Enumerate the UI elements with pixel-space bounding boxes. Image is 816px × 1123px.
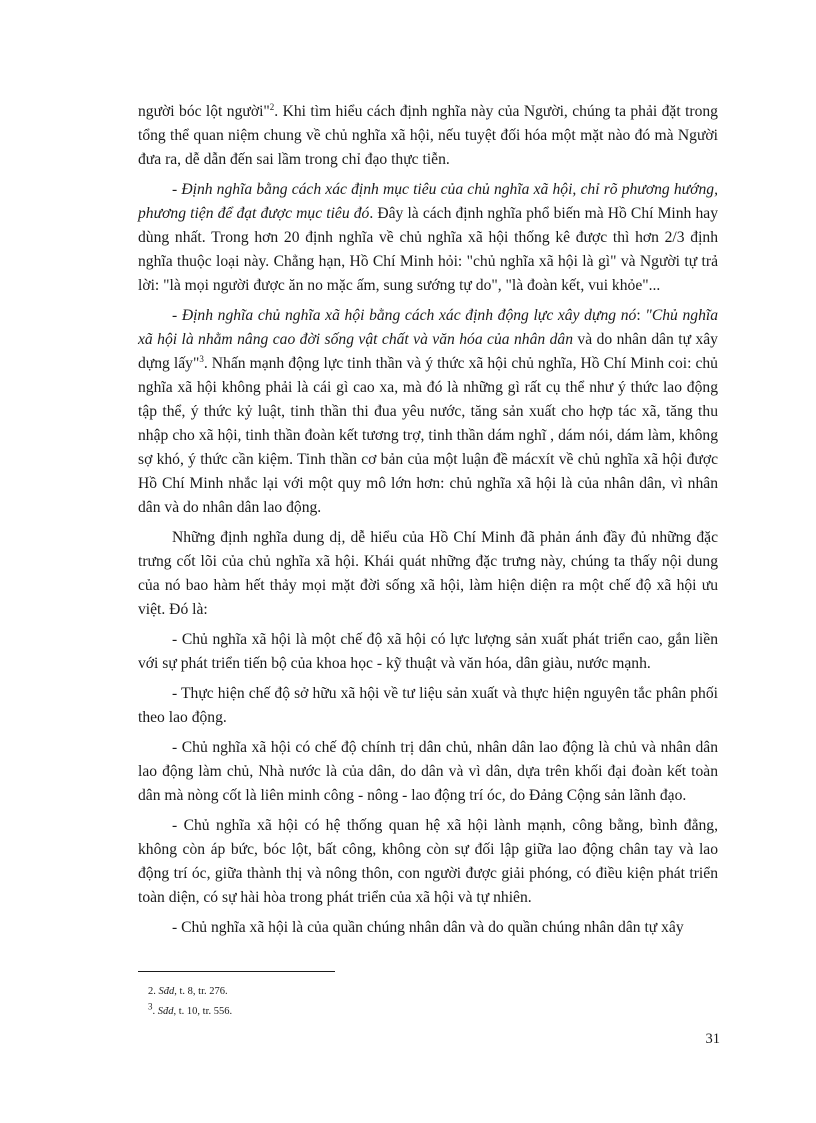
footnote-number: 3 <box>148 1001 153 1012</box>
paragraph-feature-5: - Chủ nghĩa xã hội là của quần chúng nhân dân và do quần chúng nhân dân tự xây <box>172 919 684 936</box>
paragraph-feature-2: - Thực hiện chế độ sở hữu xã hội về tư liệu sản xuất và thực hiện nguyên tắc phân phối theo lao động. <box>138 685 718 726</box>
text-run: và do nhân dân tự xây dựng lấy" <box>138 331 718 372</box>
text-run: : <box>636 307 646 324</box>
footnote-location: , t. 10, tr. 556. <box>173 1006 233 1017</box>
footnotes <box>148 984 708 1024</box>
text-run: . Khi tìm hiểu cách định nghĩa này của Người, chúng ta phải đặt trong tổng thể quan niệm chung về chủ nghĩa xã hội, nếu tuyệt đối hóa một mặt nào đó mà Người đưa ra, dễ dẫn đến sai lầm trong chỉ đạo thực tiễn. <box>138 103 718 168</box>
italic-heading: - Định nghĩa bằng cách xác định mục tiêu của chủ nghĩa xã hội, chỉ rõ phương hướng, phương tiện để đạt được mục tiêu đó <box>138 181 718 222</box>
paragraph-definition-motive <box>138 304 718 520</box>
paragraph-feature-3: - Chủ nghĩa xã hội có chế độ chính trị dân chủ, nhân dân lao động là chủ và nhân dân lao động làm chủ, Nhà nước là của dân, do dân và vì dân, dựa trên khối đại đoàn kết toàn dân mà nòng cốt là liên minh công - nông - lao động trí óc, do Đảng Cộng sản lãnh đạo. <box>138 739 718 804</box>
italic-quote: "Chủ nghĩa xã hội là nhằm nâng cao đời sống vật chất và văn hóa của nhân dân <box>138 307 719 348</box>
footnote-ref-3: 3 <box>199 353 204 364</box>
paragraph-summary: Những định nghĩa dung dị, dễ hiểu của Hồ Chí Minh đã phản ánh đầy đủ những đặc trưng cốt lõi của chủ nghĩa xã hội. Khái quát những đặc trưng này, chúng ta thấy nội dung của nó bao hàm hết thảy mọi mặt đời sống xã hội, làm hiện diện ra một chế độ xã hội ưu việt. Đó là: <box>138 529 718 618</box>
paragraph-feature-4: - Chủ nghĩa xã hội có hệ thống quan hệ xã hội lành mạnh, công bằng, bình đẳng, không còn áp bức, bóc lột, bất công, không còn sự đối lập giữa lao động chân tay và lao động trí óc, giữa thành thị và nông thôn, con người được giải phóng, có điều kiện phát triển toàn diện, có sự hài hòa trong phát triển của xã hội và tự nhiên. <box>138 817 718 906</box>
footnote-number: 2 <box>148 986 154 997</box>
text-run: . <box>153 986 159 997</box>
paragraph-feature-1: - Chủ nghĩa xã hội là một chế độ xã hội có lực lượng sản xuất phát triển cao, gắn liền với sự phát triển tiến bộ của khoa học - kỹ thuật và văn hóa, dân giàu, nước mạnh. <box>138 631 718 672</box>
footnote-source: Sđd <box>157 1006 174 1017</box>
body-text <box>138 100 718 946</box>
text-run: . Đây là cách định nghĩa phổ biến mà Hồ Chí Minh hay dùng nhất. Trong hơn 20 định nghĩa về chủ nghĩa xã hội thống kê được thì hơn 2/3 định nghĩa thuộc loại này. Chẳng hạn, Hồ Chí Minh hỏi: "chủ nghĩa xã hội là gì" và Người tự trả lời: "là mọi người được ăn no mặc ấm, sung sướng tự do", "là đoàn kết, vui khỏe"... <box>138 205 718 294</box>
text-run: . Nhấn mạnh động lực tinh thần và ý thức xã hội chủ nghĩa, Hồ Chí Minh coi: chủ nghĩa xã hội không phải là cái gì cao xa, mà đó là những gì rất cụ thể như ý thức lao động tập thể, ý thức kỷ luật, tinh thần thi đua yêu nước, tăng sản xuất cho hợp tác xã, tăng thu nhập cho xã hội, tinh thần đoàn kết tương trợ, tinh thần dám nghĩ , dám nói, dám làm, không sợ khó, ý thức cần kiệm. Tinh thần cơ bản của một luận đề mácxít về chủ nghĩa xã hội được Hồ Chí Minh nhắc lại với một quy mô lớn hơn: chủ nghĩa xã hội là của nhân dân, vì nhân dân và do nhân dân lao động. <box>138 355 718 516</box>
page-number: 31 <box>705 1031 720 1047</box>
footnote-location: , t. 8, tr. 276. <box>174 986 228 997</box>
paragraph-continuation <box>138 100 718 172</box>
footnote-2 <box>148 984 708 999</box>
footnote-ref-2: 2 <box>269 101 275 112</box>
italic-heading: - Định nghĩa chủ nghĩa xã hội bằng cách xác định động lực xây dựng nó <box>172 307 637 324</box>
text-run: . <box>152 1006 158 1017</box>
text-run: người bóc lột người" <box>138 103 270 120</box>
footnote-source: Sđd <box>158 986 175 997</box>
footnote-3 <box>148 1001 708 1019</box>
footnote-separator <box>138 971 335 972</box>
paragraph-definition-goal <box>138 178 718 298</box>
